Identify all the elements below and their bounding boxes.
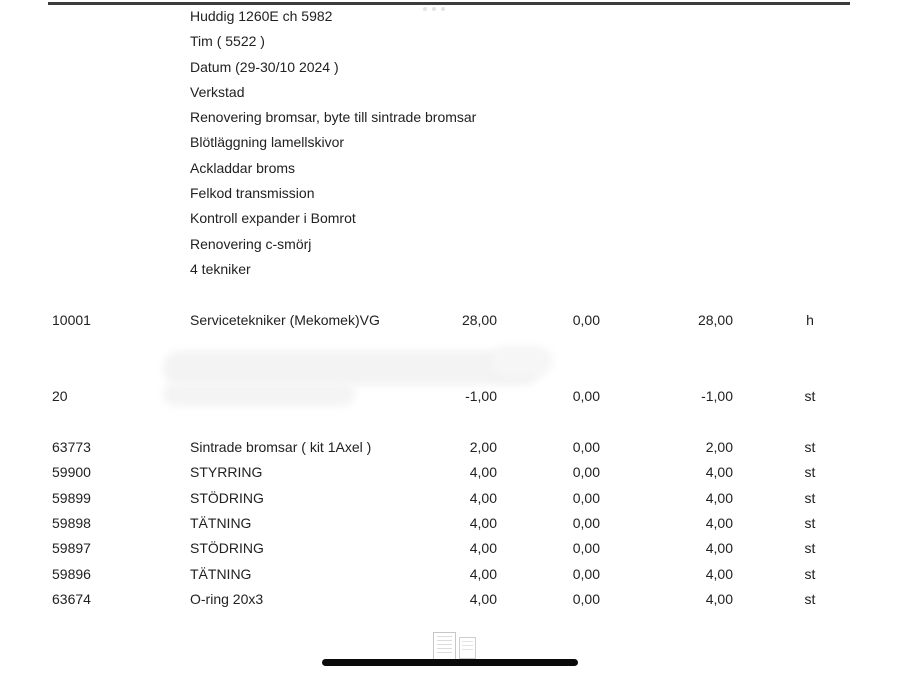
redaction-smudge — [491, 346, 553, 376]
cell-unit: st — [804, 388, 816, 404]
cell-code: 10001 — [52, 312, 91, 328]
doc-line: Renovering bromsar, byte till sintrade bromsar — [190, 109, 477, 126]
cell-mid: 0,00 — [572, 591, 600, 607]
cell-mid: 0,00 — [572, 312, 600, 328]
doc-line: Verkstad — [190, 83, 245, 100]
cell-total: 4,00 — [705, 515, 733, 531]
cell-total: 2,00 — [705, 439, 733, 455]
table-row — [0, 536, 900, 561]
doc-line: Huddig 1260E ch 5982 — [190, 8, 333, 24]
cell-code: 59897 — [52, 540, 91, 556]
cell-mid: 0,00 — [572, 490, 600, 506]
doc-line: 4 tekniker — [190, 260, 251, 277]
doc-line: Renovering c-smörj — [190, 235, 312, 252]
cell-total: 28,00 — [697, 312, 733, 328]
cell-qty: 2,00 — [469, 439, 497, 455]
cell-qty: 4,00 — [469, 515, 497, 531]
cell-total: 4,00 — [705, 591, 733, 607]
cell-mid: 0,00 — [572, 540, 600, 556]
table-row — [0, 460, 900, 485]
cell-unit: st — [804, 439, 816, 455]
cell-unit: st — [804, 490, 816, 506]
cell-description: TÄTNING — [190, 566, 252, 582]
cell-qty: 4,00 — [469, 540, 497, 556]
cell-qty: 4,00 — [469, 591, 497, 607]
cell-total: 4,00 — [705, 540, 733, 556]
cell-mid: 0,00 — [572, 439, 600, 455]
cell-code: 59896 — [52, 566, 91, 582]
cell-total: 4,00 — [705, 566, 733, 582]
cell-description: TÄTNING — [190, 515, 252, 531]
cell-description: Sintrade bromsar ( kit 1Axel ) — [190, 439, 372, 455]
cell-mid: 0,00 — [572, 464, 600, 480]
doc-line: Tim ( 5522 ) — [190, 33, 265, 50]
cell-code: 59900 — [52, 464, 91, 480]
cell-mid: 0,00 — [572, 515, 600, 531]
thumbnail-content-lines — [437, 636, 452, 656]
cell-unit: st — [804, 540, 816, 556]
page-1-thumbnail[interactable] — [433, 632, 456, 660]
cell-total: 4,00 — [705, 490, 733, 506]
cell-qty: 4,00 — [469, 490, 497, 506]
cell-qty: 4,00 — [469, 464, 497, 480]
cell-total: -1,00 — [701, 388, 733, 404]
cell-qty: 4,00 — [469, 566, 497, 582]
doc-line: Ackladdar broms — [190, 159, 296, 176]
doc-line: Blötläggning lamellskivor — [190, 134, 345, 151]
redaction-smudge — [163, 351, 541, 385]
table-row — [0, 511, 900, 536]
cell-unit: st — [804, 464, 816, 480]
job-description-block — [190, 4, 476, 282]
page-2-thumbnail[interactable] — [459, 637, 476, 659]
doc-line: Kontroll expander i Bomrot — [190, 210, 356, 227]
cell-unit: st — [804, 591, 816, 607]
cell-qty: -1,00 — [465, 388, 497, 404]
cell-code: 59899 — [52, 490, 91, 506]
table-row — [0, 384, 900, 409]
cell-total: 4,00 — [705, 464, 733, 480]
cell-code: 59898 — [52, 515, 91, 531]
doc-line: Datum (29-30/10 2024 ) — [190, 58, 339, 75]
table-row — [0, 562, 900, 587]
bottom-scroll-bar[interactable] — [322, 659, 578, 666]
cell-code: 63674 — [52, 591, 91, 607]
cell-mid: 0,00 — [572, 388, 600, 404]
cell-description: O-ring 20x3 — [190, 591, 264, 607]
doc-line: Felkod transmission — [190, 185, 315, 202]
table-row — [0, 435, 900, 460]
thumbnail-content-lines — [462, 641, 473, 652]
table-row — [0, 486, 900, 511]
cell-description: Servicetekniker (Mekomek)VG — [190, 312, 380, 328]
cell-description: STYRRING — [190, 464, 263, 480]
cell-unit: st — [804, 566, 816, 582]
cell-description: STÖDRING — [190, 490, 264, 506]
table-row — [0, 308, 900, 333]
cell-unit: h — [806, 312, 814, 328]
cell-code: 63773 — [52, 439, 91, 455]
cell-code: 20 — [52, 388, 68, 404]
cell-unit: st — [804, 515, 816, 531]
table-row — [0, 587, 900, 612]
cell-qty: 28,00 — [461, 312, 497, 328]
cell-description: STÖDRING — [190, 540, 264, 556]
cell-mid: 0,00 — [572, 566, 600, 582]
